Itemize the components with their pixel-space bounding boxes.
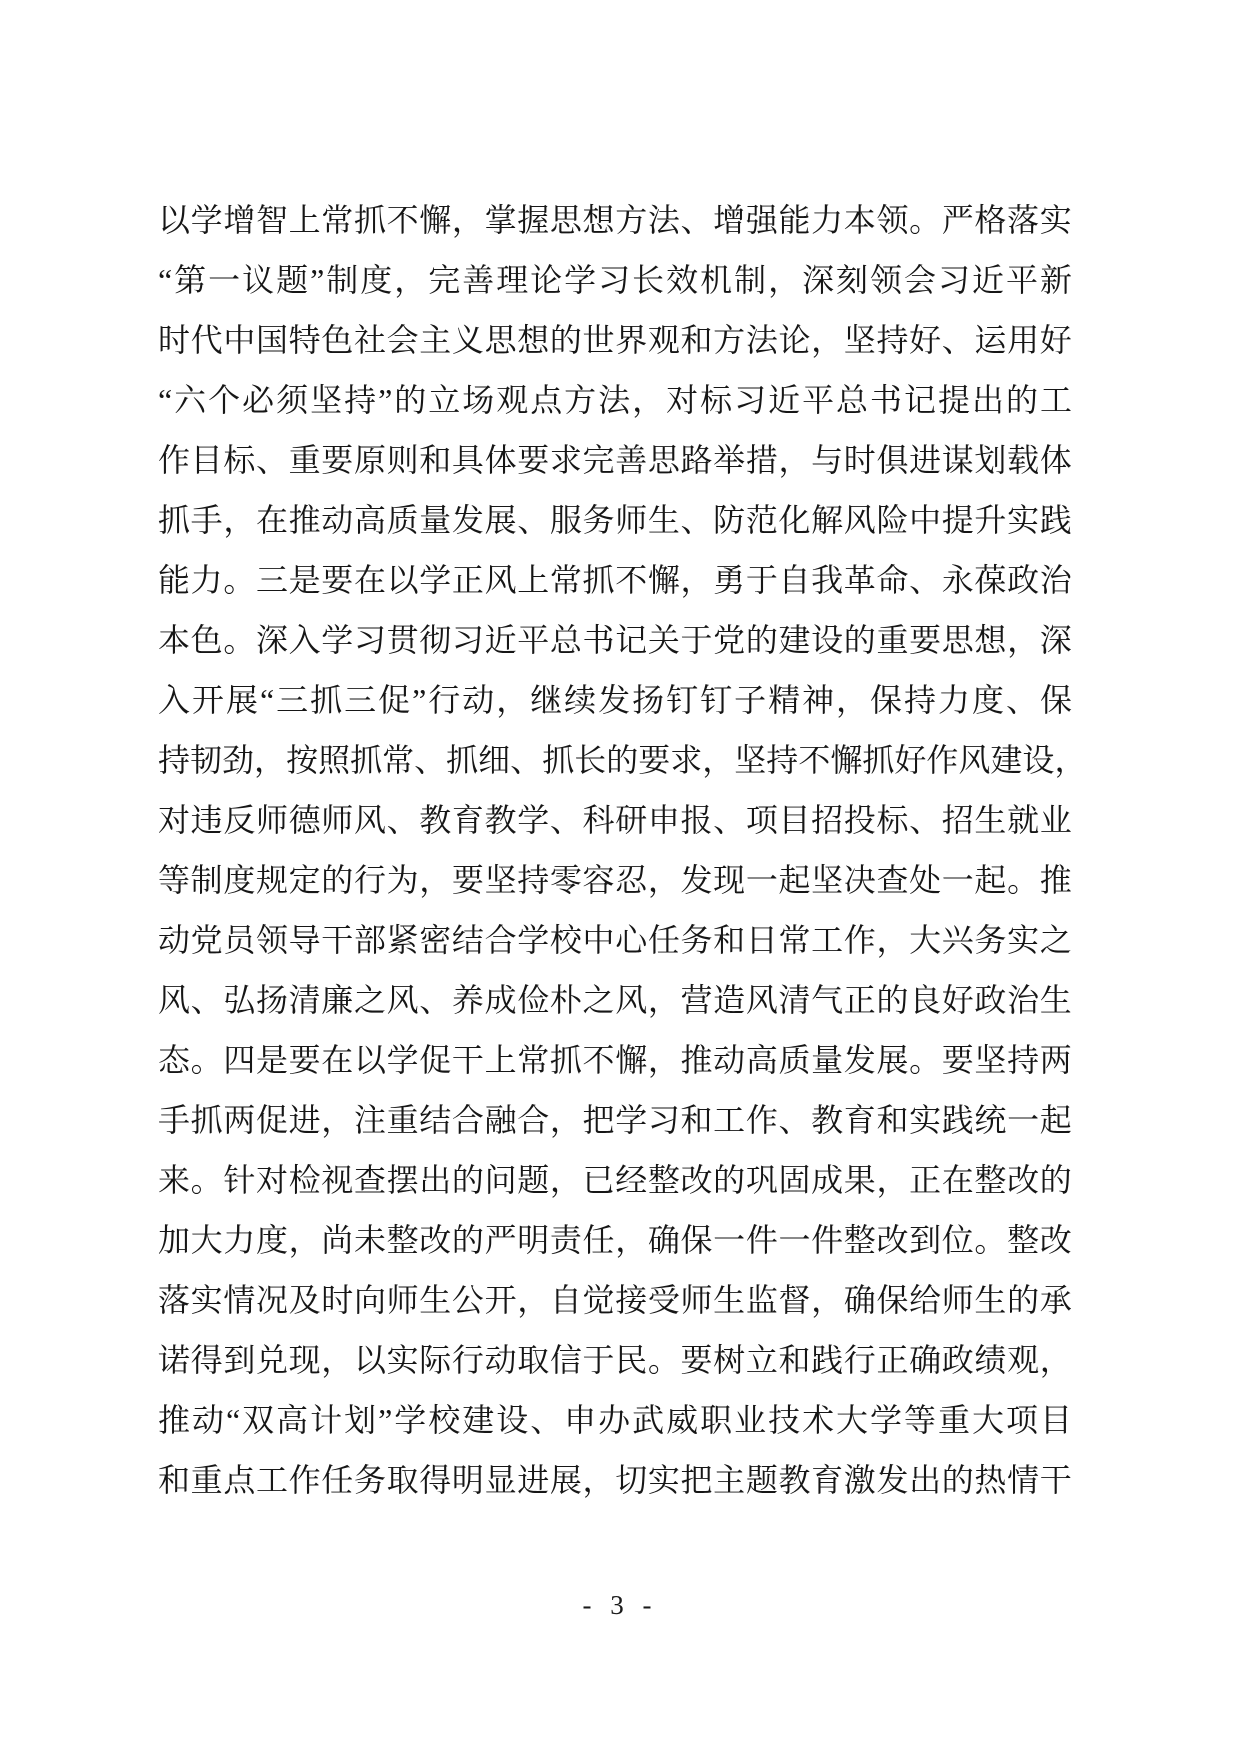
text-line: “ 第 一 议 题 ” 制 度 ， 完 善 理 论 学 习 长 效 机 制 ， 深 刻 领 会 习 近 平 新 bbox=[158, 262, 1072, 298]
text-line: 入 开 展 “ 三 抓 三 促 ” 行 动 ， 继 续 发 扬 钉 钉 子 精 神 ， 保 持 力 度 、 保 bbox=[158, 682, 1072, 718]
text-line: 等 制 度 规 定 的 行 为 ， 要 坚 持 零 容 忍 ， 发 现 一 起 坚 决 查 处 一 起 。 推 bbox=[158, 862, 1072, 898]
text-line: 本 色 。 深 入 学 习 贯 彻 习 近 平 总 书 记 关 于 党 的 建 设 的 重 要 思 想 ， 深 bbox=[158, 622, 1072, 658]
text-line: 对 违 反 师 德 师 风 、 教 育 教 学 、 科 研 申 报 、 项 目 招 投 标 、 招 生 就 业 bbox=[158, 802, 1072, 838]
text-line: 风 、 弘 扬 清 廉 之 风 、 养 成 俭 朴 之 风 ， 营 造 风 清 气 正 的 良 好 政 治 生 bbox=[158, 982, 1072, 1018]
text-line: 推 动 “ 双 高 计 划 ” 学 校 建 设 、 申 办 武 威 职 业 技 术 大 学 等 重 大 项 目 bbox=[158, 1402, 1072, 1438]
text-line: 落 实 情 况 及 时 向 师 生 公 开 ， 自 觉 接 受 师 生 监 督 ， 确 保 给 师 生 的 承 bbox=[158, 1282, 1072, 1318]
text-line: 能 力 。 三 是 要 在 以 学 正 风 上 常 抓 不 懈 ， 勇 于 自 我 革 命 、 永 葆 政 治 bbox=[158, 562, 1072, 598]
text-line: 持 韧 劲 ， 按 照 抓 常 、 抓 细 、 抓 长 的 要 求 ， 坚 持 不 懈 抓 好 作 风 建 设 ， bbox=[158, 742, 1087, 778]
text-line: “ 六 个 必 须 坚 持 ” 的 立 场 观 点 方 法 ， 对 标 习 近 平 总 书 记 提 出 的 工 bbox=[158, 382, 1072, 418]
text-line: 诺 得 到 兑 现 ， 以 实 际 行 动 取 信 于 民 。 要 树 立 和 践 行 正 确 政 绩 观 ， bbox=[158, 1342, 1072, 1378]
page-number: - 3 - bbox=[582, 1590, 658, 1620]
text-body bbox=[158, 190, 1087, 1510]
text-line: 态 。 四 是 要 在 以 学 促 干 上 常 抓 不 懈 ， 推 动 高 质 量 发 展 。 要 坚 持 两 bbox=[158, 1042, 1072, 1078]
text-line: 动 党 员 领 导 干 部 紧 密 结 合 学 校 中 心 任 务 和 日 常 工 作 ， 大 兴 务 实 之 bbox=[158, 922, 1072, 958]
text-line: 以 学 增 智 上 常 抓 不 懈 ， 掌 握 思 想 方 法 、 增 强 能 力 本 领 。 严 格 落 实 bbox=[158, 202, 1072, 238]
text-line: 来 。 针 对 检 视 查 摆 出 的 问 题 ， 已 经 整 改 的 巩 固 成 果 ， 正 在 整 改 的 bbox=[158, 1162, 1072, 1198]
text-line: 作 目 标 、 重 要 原 则 和 具 体 要 求 完 善 思 路 举 措 ， 与 时 俱 进 谋 划 载 体 bbox=[158, 442, 1072, 478]
text-line: 加 大 力 度 ， 尚 未 整 改 的 严 明 责 任 ， 确 保 一 件 一 件 整 改 到 位 。 整 改 bbox=[158, 1222, 1072, 1258]
text-line: 抓 手 ， 在 推 动 高 质 量 发 展 、 服 务 师 生 、 防 范 化 解 风 险 中 提 升 实 践 bbox=[158, 502, 1072, 538]
text-line: 和 重 点 工 作 任 务 取 得 明 显 进 展 ， 切 实 把 主 题 教 育 激 发 出 的 热 情 干 bbox=[158, 1462, 1072, 1498]
text-line: 手 抓 两 促 进 ， 注 重 结 合 融 合 ， 把 学 习 和 工 作 、 教 育 和 实 践 统 一 起 bbox=[158, 1102, 1072, 1138]
text-line: 时 代 中 国 特 色 社 会 主 义 思 想 的 世 界 观 和 方 法 论 ， 坚 持 好 、 运 用 好 bbox=[158, 322, 1072, 358]
